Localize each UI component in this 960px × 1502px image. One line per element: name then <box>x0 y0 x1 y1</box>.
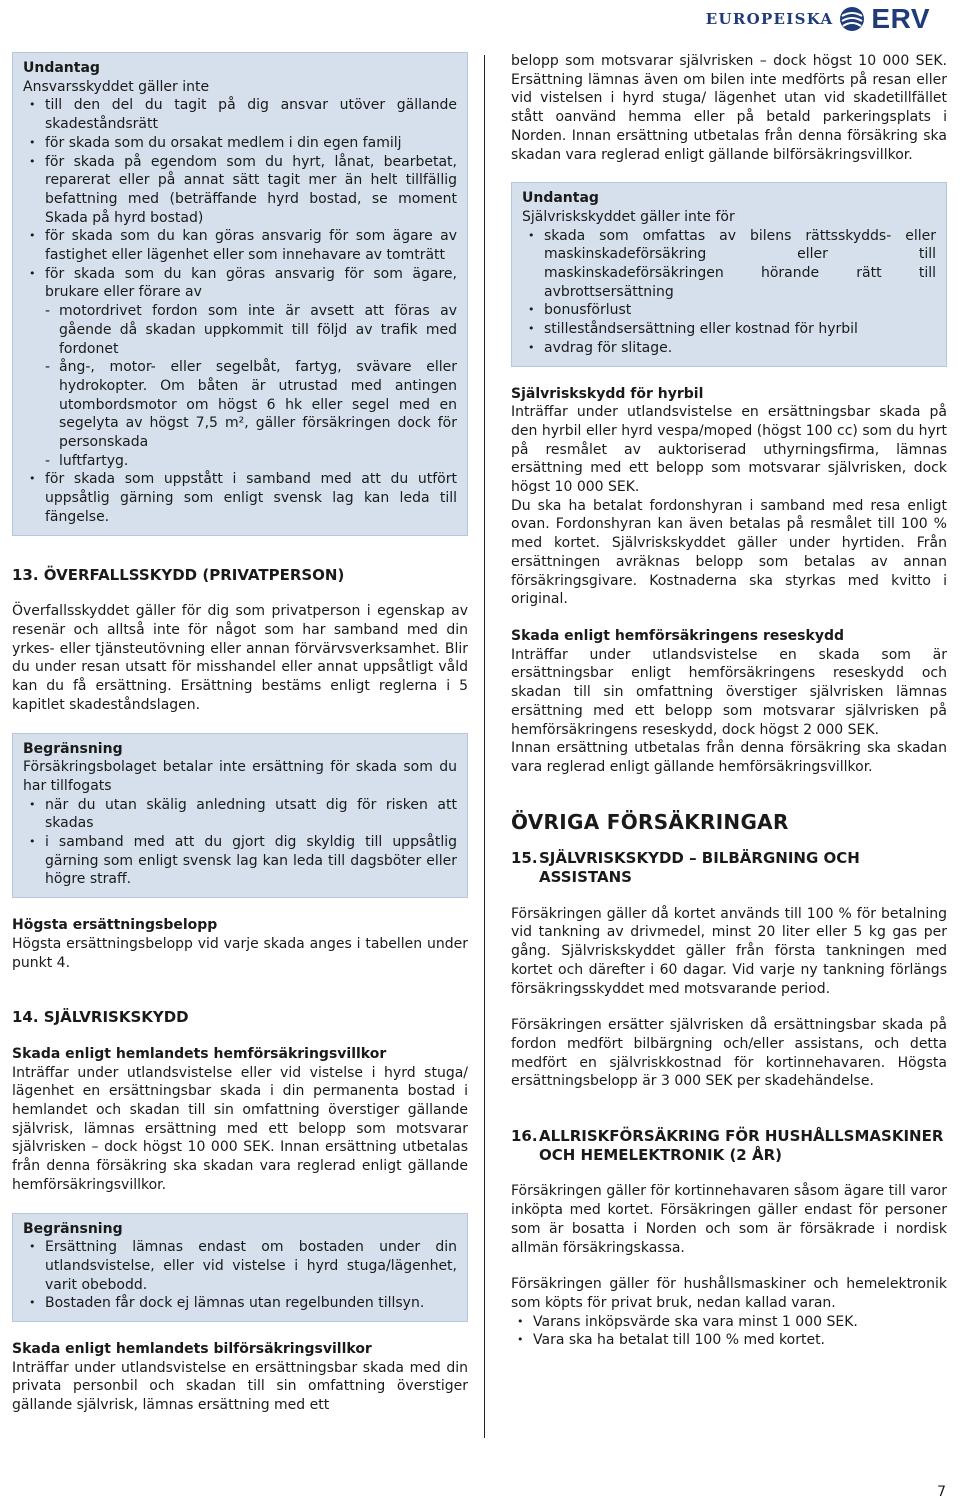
rental-car-heading: Självriskskydd för hyrbil <box>511 385 704 402</box>
limitation-heading: Begränsning <box>23 740 123 757</box>
list-item: • för skada på egendom som du hyrt, lånat, bearbetat, reparerat eller på annat sätt tagit mer än helt tillfällig befattning med (beträffande hyrd bostad, se moment Skada på hyrd bostad) <box>23 153 457 228</box>
limitation-box-2 <box>12 1213 468 1323</box>
sub-list-item: - luftfartyg. <box>45 452 129 469</box>
list-item: • Vara ska ha betalat till 100 % med kortet. <box>511 1331 947 1350</box>
section-16-body-2: Försäkringen gäller för hushållsmaskiner och hemelektronik som köpts för privat bruk, nedan kallad varan. <box>511 1276 947 1311</box>
self-risk-exceptions-intro: Självriskskyddet gäller inte för <box>522 208 735 225</box>
limitation-list <box>23 796 457 890</box>
limitation-box <box>12 733 468 899</box>
car-insurance-body: Inträffar under utlandsvistelse en ersättningsbar skada med din privata personbil och skadan till sin omfattning överstiger gällande självrisk, lämnas ersättning med ett <box>12 1359 468 1414</box>
car-insurance-continued: belopp som motsvarar självrisken – dock högst 10 000 SEK. Ersättning lämnas även om bilen inte medförts på resan eller vid vistelsen i hyrd stuga/ lägenhet utan vid skadetillfället stått oanvänd hemma eller på betald parkeringsplats i Norden. Innan ersättning utbetalas från denna försäkring ska skadan vara reglerad enligt gällande bilförsäkringsvillkor. <box>511 53 947 163</box>
right-column <box>511 52 947 1350</box>
car-insurance-heading: Skada enligt hemlandets bilförsäkringsvillkor <box>12 1341 372 1358</box>
page-number: 7 <box>937 1484 946 1501</box>
home-insurance-heading: Skada enligt hemlandets hemförsäkringsvillkor <box>12 1045 387 1062</box>
exceptions-list-end <box>23 470 457 526</box>
list-item: • till den del du tagit på dig ansvar utöver gällande skadeståndsrätt <box>23 96 457 133</box>
list-item: • Varans inköpsvärde ska vara minst 1 000 SEK. <box>511 1313 947 1332</box>
home-insurance-body: Inträffar under utlandsvistelse eller vid vistelse i hyrd stuga/ lägenhet en ersättningsbar skada i din permanenta bostad i hemlandet och skadan till sin omfattning överstiger gällande självrisk, lämnas ersättning med ett belopp som motsvarar självrisken – dock högst 10 000 SEK. Innan ersättning utbetalas från denna försäkring ska skadan vara reglerad enligt gällande hemförsäkringsvillkor. <box>12 1064 468 1193</box>
list-item: • för skada som du orsakat medlem i din egen familj <box>23 134 457 153</box>
travel-cover-body-2: Innan ersättning utbetalas från denna försäkring ska skadan vara reglerad enligt gällande hemförsäkringsvillkor. <box>511 740 947 775</box>
list-item: • Ersättning lämnas endast om bostaden under din utlandsvistelse, eller vid vistelse i hyrd stuga/lägenhet, varit obebodd. <box>23 1238 457 1294</box>
logo-erv-text: ERV <box>871 2 930 34</box>
list-item: • skada som omfattas av bilens rättsskydds- eller maskinskadeförsäkring eller till maskinskadeförsäkringen hörande rätt till avbrottsersättning <box>522 227 936 302</box>
max-compensation-body: Högsta ersättningsbelopp vid varje skada anges i tabellen under punkt 4. <box>12 935 468 971</box>
europeiska-erv-logo <box>706 4 930 34</box>
limitation-heading-2: Begränsning <box>23 1220 123 1237</box>
section-15-title: 15. SJÄLVRISKSKYDD – BILBÄRGNING OCH ASSISTANS <box>511 849 860 887</box>
exceptions-intro: Ansvarsskyddet gäller inte <box>23 78 210 95</box>
limitation-intro: Försäkringsbolaget betalar inte ersättning för skada som du har tillfogats <box>23 759 457 794</box>
exceptions-box <box>12 52 468 536</box>
logo-brand-text: EUROPEISKA <box>705 9 834 28</box>
list-item: • när du utan skälig anledning utsatt dig för risken att skadas <box>23 796 457 833</box>
list-item: • bonusförlust <box>522 301 936 320</box>
self-risk-exceptions-list <box>522 227 936 358</box>
list-item: • i samband med att du gjort dig skyldig till uppsåtlig gärning som enligt svensk lag kan leda till dagsböter eller högre straff. <box>23 833 457 889</box>
self-risk-exceptions-heading: Undantag <box>522 190 599 207</box>
other-insurances-heading: ÖVRIGA FÖRSÄKRINGAR <box>511 809 789 834</box>
section-16-list <box>511 1313 947 1350</box>
list-item: • för skada som du kan göras ansvarig för som ägare, brukare eller förare av <box>23 265 457 302</box>
section-13-body: Överfallsskyddet gäller för dig som privatperson i egenskap av resenär och alltså inte för något som har samband med din yrkes- eller tjänsteutövning eller annan förvärvsverksamhet. Blir du under resan utsatt för misshandel eller annat uppsåtligt våld kan du få ersättning. Ersättning bestäms enligt reglerna i 5 kapitlet skadeståndslagen. <box>12 603 468 713</box>
max-compensation-heading: Högsta ersättningsbelopp <box>12 917 218 934</box>
vehicle-sublist <box>23 302 457 470</box>
list-item: • avdrag för slitage. <box>522 339 936 358</box>
list-item: • stilleståndsersättning eller kostnad för hyrbil <box>522 320 936 339</box>
section-15-body-1: Försäkringen gäller då kortet används till 100 % för betalning vid tankning av drivmedel, minst 20 liter eller 5 kg gas per gång. Självriskskyddet gäller från första tankningen med kortet och därefter i 60 dagar. Vid varje ny tankning förlängs försäkringsskyddet med motsvarande period. <box>511 905 947 997</box>
globe-icon <box>839 6 865 32</box>
travel-cover-body-1: Inträffar under utlandsvistelse en skada som är ersättningsbar enligt hemförsäkringens reseskydd och skadan till sin omfattning överstiger självrisken lämnas ersättning med ett belopp som motsvarar självrisken på hemförsäkringens reseskydd, dock högst 2 000 SEK. <box>511 646 947 738</box>
rental-car-body-2: Du ska ha betalat fordonshyran i samband med resa enligt ovan. Fordonshyran kan även betalas på resmålet till 100 % med kortet. Självriskskyddet gäller under hyrtiden. Från ersättningen avräknas belopp som betalas av annan försäkringsgivare. Kostnaderna ska styrkas med kvitto i original. <box>511 497 947 608</box>
sub-list-item: - motordrivet fordon som inte är avsett att föras av gående då skadan uppkommit till följd av trafik med fordonet <box>45 303 457 357</box>
rental-car-body-1: Inträffar under utlandsvistelse en ersättningsbar skada på den hyrbil eller hyrd vespa/moped (högst 100 cc) som du hyrt på resmålet av auktoriserad uthyrningsfirma, lämnas ersättning med ett belopp som motsvarar självrisken, dock högst 10 000 SEK. <box>511 404 947 496</box>
section-15-body-2: Försäkringen ersätter självrisken då ersättningsbar skada på fordon medfört bilbärgning och/eller assistans, och detta medfört en självriskkostnad för kortinnehavaren. Högsta ersättningsbelopp är 3 000 SEK per skadehändelse. <box>511 1017 947 1090</box>
section-14-title: 14. SJÄLVRISKSKYDD <box>12 1008 189 1027</box>
self-risk-exceptions-box <box>511 182 947 366</box>
list-item: • för skada som du kan göras ansvarig för som ägare av fastighet eller lägenhet eller som innehavare av tomträtt <box>23 227 457 264</box>
exceptions-heading: Undantag <box>23 60 100 76</box>
limitation-list-2 <box>23 1238 457 1313</box>
column-divider <box>484 55 485 1438</box>
section-16-body-1: Försäkringen gäller för kortinnehavaren såsom ägare till varor inköpta med kortet. Försäkringen gäller endast för personer som är bosatta i Norden och som är försäkrade i nordisk allmän försäkringskassa. <box>511 1183 947 1256</box>
section-16-title: 16. ALLRISKFÖRSÄKRING FÖR HUSHÅLLSMASKINER OCH HEMELEKTRONIK (2 ÅR) <box>511 1127 944 1164</box>
section-13-title: 13. ÖVERFALLSSKYDD (PRIVATPERSON) <box>12 565 345 584</box>
left-column <box>12 52 468 1415</box>
list-item: • för skada som uppstått i samband med att du utfört uppsåtlig gärning som enligt svensk lag kan leda till fängelse. <box>23 470 457 526</box>
sub-list-item: - ång-, motor- eller segelbåt, fartyg, svävare eller hydrokopter. Om båten är utrustad med antingen utombordsmotor om högst 6 hk eller segel med en segelyta av högst 7,5 m², gäller försäkringen dock för personskada <box>45 359 457 451</box>
travel-cover-heading: Skada enligt hemförsäkringens reseskydd <box>511 627 844 644</box>
list-item: • Bostaden får dock ej lämnas utan regelbunden tillsyn. <box>23 1294 457 1313</box>
exceptions-list <box>23 96 457 302</box>
